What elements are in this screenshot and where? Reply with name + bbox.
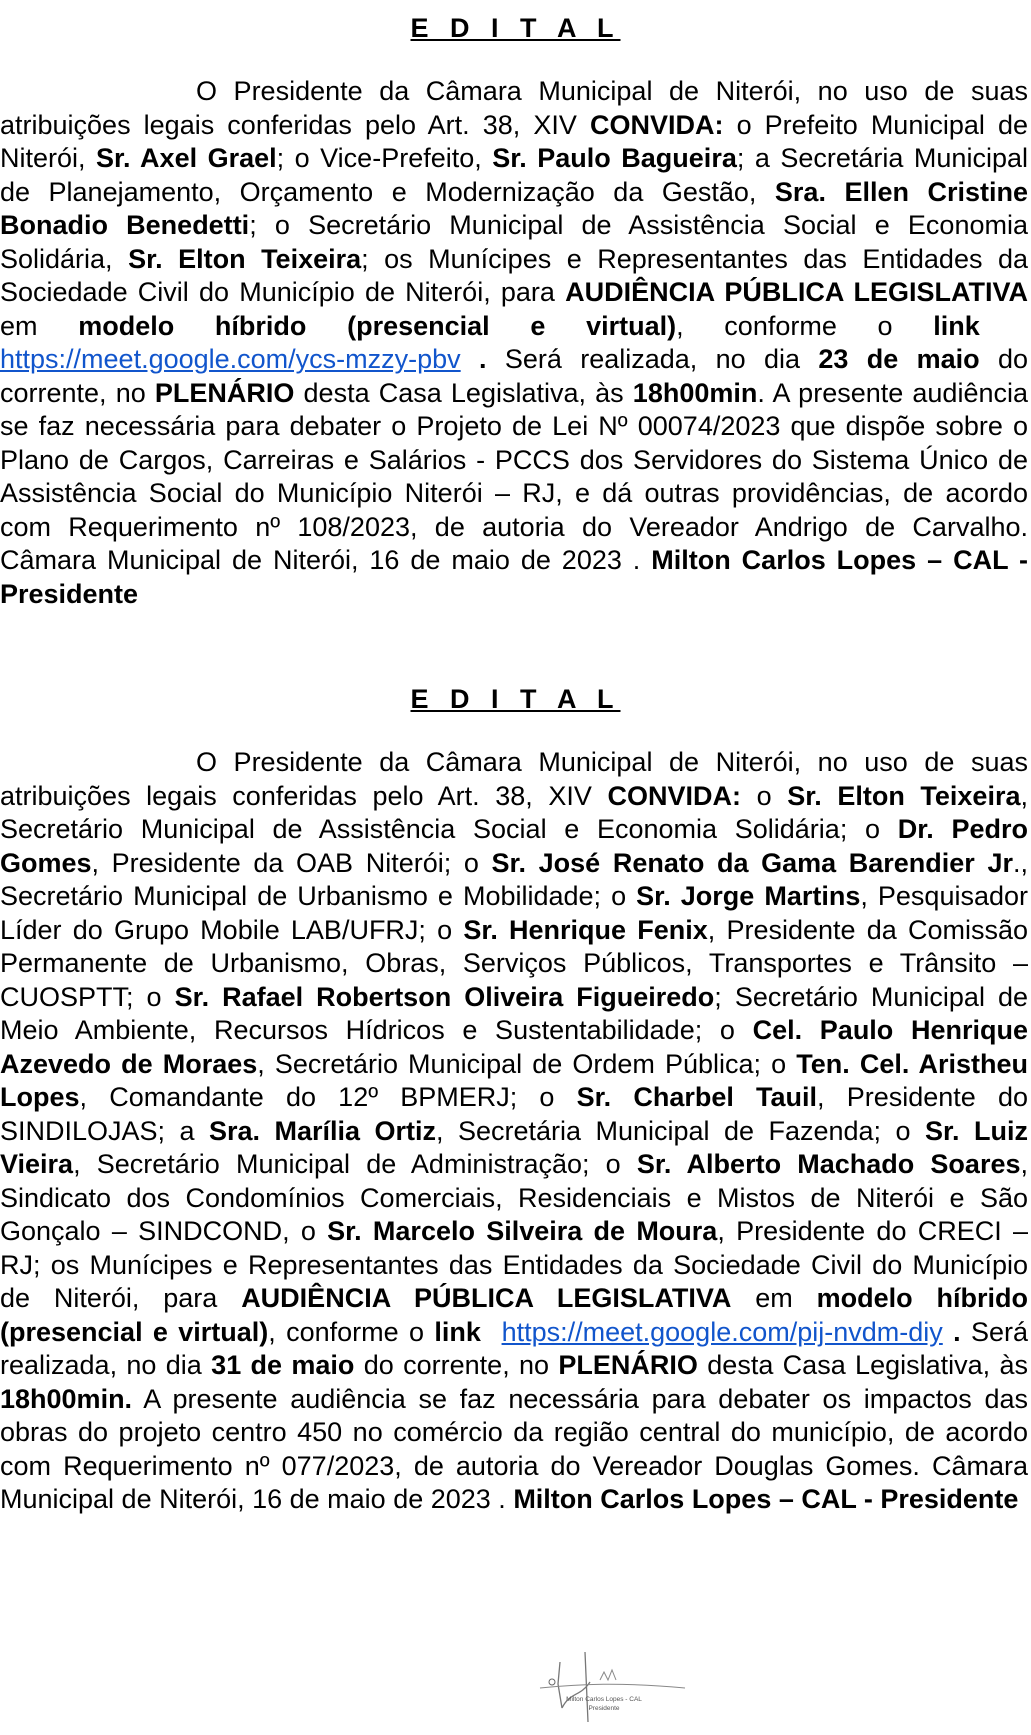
signature-name: Milton Carlos Lopes - CAL bbox=[566, 1696, 642, 1703]
edital-2-title: E D I T A L bbox=[410, 684, 621, 714]
handwritten-signature bbox=[500, 1622, 700, 1732]
edital-2-body: O Presidente da Câmara Municipal de Niterói, no uso de suas atribuições legais conferidas pelo Art. 38, XIV CONVIDA: o Sr. Elton Teixeira, Secretário Municipal de Assistência Social e Economia Solidária; o Dr. Pedro Gomes, Presidente da OAB Niterói; o Sr. José Renato da Gama Barendier Jr., Secretário Municipal de Urbanismo e Mobilidade; o Sr. Jorge Martins, Pesquisador Líder do Grupo Mobile LAB/UFRJ; o Sr. Henrique Fenix, Presidente da Comissão Permanente de Urbanismo, Obras, Serviços Públicos, Transportes e Trânsito – CUOSPTT; o Sr. Rafael Robertson Oliveira Figueiredo; Secretário Municipal de Meio Ambiente, Recursos Hídricos e Sustentabilidade; o Cel. Paulo Henrique Azevedo de Moraes, Secretário Municipal de Ordem Pública; o Ten. Cel. Aristheu Lopes, Comandante do 12º BPMERJ; o Sr. Charbel Tauil, Presidente do SINDILOJAS; a Sra. Marília Ortiz, Secretária Municipal de Fazenda; o Sr. Luiz Vieira, Secretário Municipal de Administração; o Sr. Alberto Machado Soares, Sindicato dos Condomínios Comerciais, Residenciais e Mistos de Niterói e São Gonçalo – SINDCOND, o Sr. Marcelo Silveira de Moura, Presidente do CRECI – RJ; os Munícipes e Representantes das Entidades da Sociedade Civil do Município de Niterói, para AUDIÊNCIA PÚBLICA LEGISLATIVA em modelo híbrido (presencial e virtual), conforme o link https://meet.google.com/pij-nvdm-diy . Será realizada, no dia 31 de maio do corrente, no PLENÁRIO desta Casa Legislativa, às 18h00min. A presente audiência se faz necessária para debater os impactos das obras do projeto centro 450 no comércio da região central do município, de acordo com Requerimento nº 077/2023, de autoria do Vereador Douglas Gomes. Câmara Municipal de Niterói, 16 de maio de 2023 . Milton Carlos Lopes – CAL - Presidente bbox=[0, 747, 1028, 1514]
edital-2-meet-link[interactable]: https://meet.google.com/pij-nvdm-diy bbox=[501, 1316, 943, 1347]
edital-1-signature-line: Milton Carlos Lopes – CAL - Presidente bbox=[0, 545, 1029, 609]
edital-1-body: O Presidente da Câmara Municipal de Niterói, no uso de suas atribuições legais conferidas pelo Art. 38, XIV CONVIDA: o Prefeito Municipal de Niterói, Sr. Axel Grael; o Vice-Prefeito, Sr. Paulo Bagueira; a Secretária Municipal de Planejamento, Orçamento e Modernização da Gestão, Sra. Ellen Cristine Bonadio Benedetti; o Secretário Municipal de Assistência Social e Economia Solidária, Sr. Elton Teixeira; os Munícipes e Representantes das Entidades da Sociedade Civil do Município de Niterói, para AUDIÊNCIA PÚBLICA LEGISLATIVA em modelo híbrido (presencial e virtual), conforme o link https://meet.google.com/ycs-mzzy-pbv . Será realizada, no dia 23 de maio do corrente, no PLENÁRIO desta Casa Legislativa, às 18h00min. A presente audiência se faz necessária para debater o Projeto de Lei Nº 00074/2023 que dispõe sobre o Plano de Cargos, Carreiras e Salários - PCCS dos Servidores do Sistema Único de Assistência Social do Município Niterói – RJ, e dá outras providências, de acordo com Requerimento nº 108/2023, de autoria do Vereador Andrigo de Carvalho. Câmara Municipal de Niterói, 16 de maio de 2023 . Milton Carlos Lopes – CAL - Presidente bbox=[0, 76, 1029, 609]
edital-1-title: E D I T A L bbox=[410, 13, 621, 43]
edital-2-signature-line: Milton Carlos Lopes – CAL - Presidente bbox=[513, 1484, 1019, 1514]
signature-role: Presidente bbox=[588, 1705, 620, 1712]
edital-1-meet-link[interactable]: https://meet.google.com/ycs-mzzy-pbv bbox=[0, 344, 461, 374]
